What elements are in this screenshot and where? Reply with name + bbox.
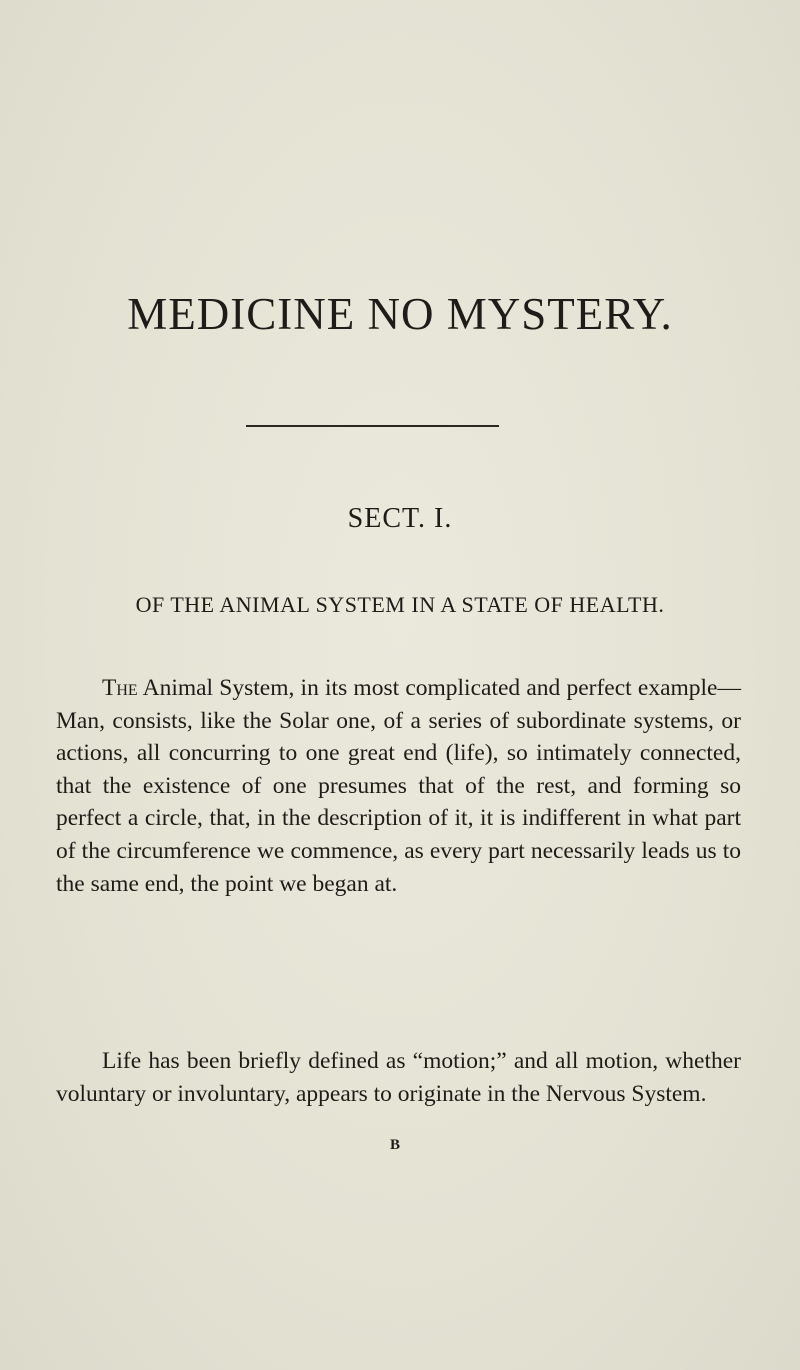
signature-mark: B [390,1137,401,1153]
paragraph-2: Life has been briefly defined as “motion;” and all motion, whether voluntary or involuntary, appears to originate in the Nervous System. [56,1048,741,1107]
paragraph-1-lead: The [102,675,138,701]
paragraph-1 [56,672,741,900]
paragraph-1-text: Animal System, in its most complicated and perfect example—Man, consists, like the Solar one, of a series of subordinate systems, or actions, all concurring to one great end (life), so intimately connected, that the existence of one presumes that of the rest, and forming so perfect a circle, that, in the description of it, it is indifferent in what part of the circumference we commence, as every part necessarily leads us to the same end, the point we began at. [56,675,741,897]
title-divider [246,425,499,427]
book-title: MEDICINE NO MYSTERY. [127,289,673,339]
section-label: SECT. I. [347,503,453,534]
section-title: OF THE ANIMAL SYSTEM IN A STATE OF HEALTH. [135,592,665,617]
